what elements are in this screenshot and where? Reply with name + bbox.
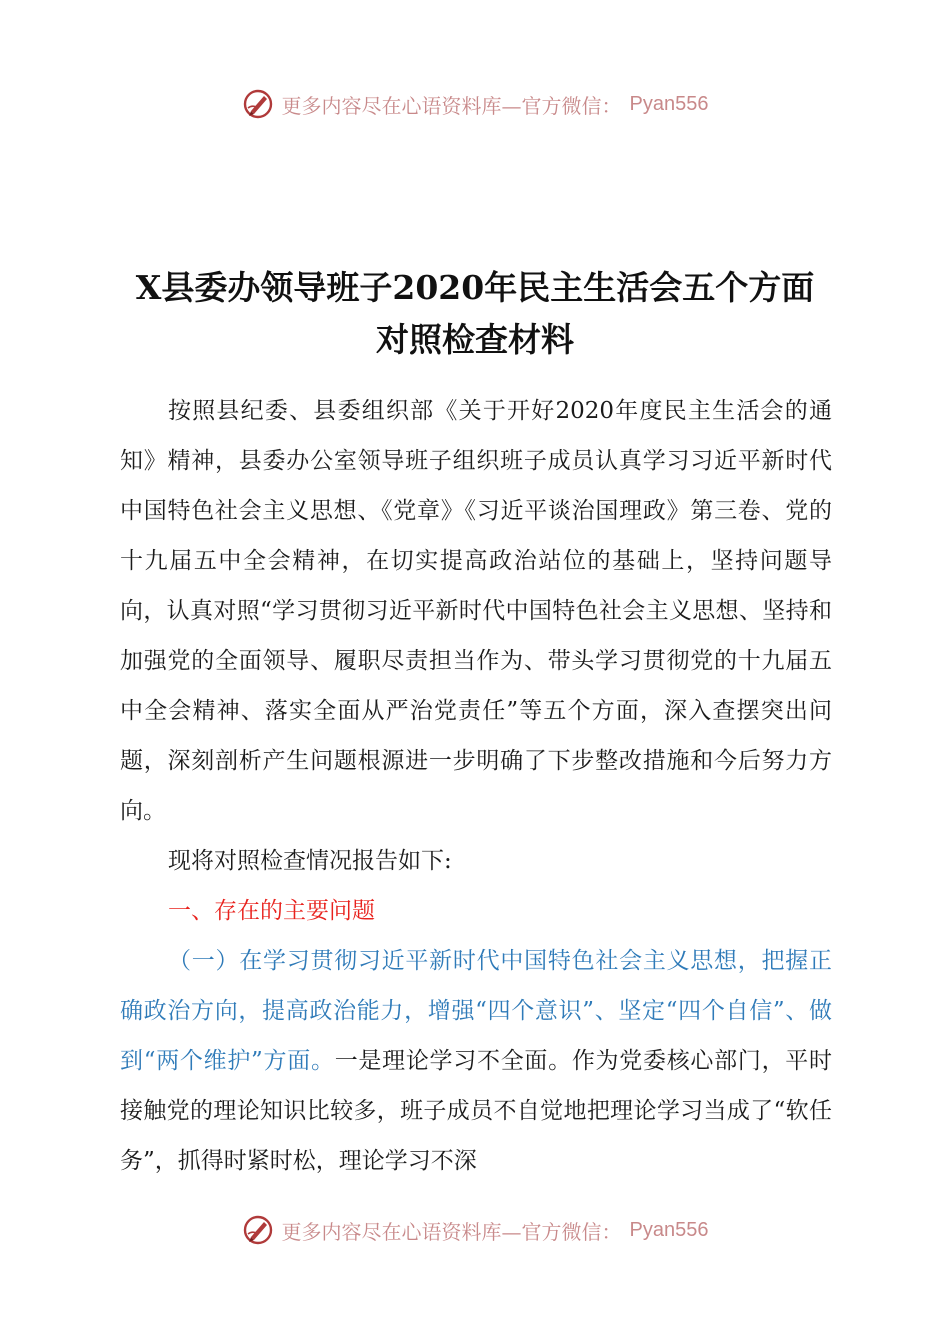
subsection-text-1: 一是理论学习不全面。作为党委核心部门，平时接触党的理论知识比较多，班子成员不自觉地把理论学习当成了“软任务”，抓得时紧时松，理论学习不深 <box>120 1048 833 1174</box>
watermark-text: 更多内容尽在心语资料库—官方微信： <box>281 93 622 118</box>
subsection-paragraph-1 <box>120 936 832 1186</box>
watermark-wechat-id: Pyan556 <box>629 92 709 115</box>
document-body <box>120 386 832 1186</box>
watermark-footer <box>0 1210 950 1250</box>
document-title <box>100 262 850 366</box>
watermark-text: 更多内容尽在心语资料库—官方微信： <box>281 1219 622 1244</box>
pen-logo-icon <box>242 88 274 120</box>
watermark-wechat-id: Pyan556 <box>629 1218 709 1241</box>
title-line-2: 对照检查材料 <box>376 320 574 359</box>
report-intro: 现将对照检查情况报告如下: <box>168 848 452 874</box>
intro-paragraph: 按照县纪委、县委组织部《关于开好2020年度民主生活会的通知》精神，县委办公室领导班子组织班子成员认真学习习近平新时代中国特色社会主义思想、《党章》《习近平谈治国理政》第三卷、党的十九届五中全会精神，在切实提高政治站位的基础上，坚持问题导向，认真对照“学习贯彻习近平新时代中国特色社会主义思想、坚持和加强党的全面领导、履职尽责担当作为、带头学习贯彻党的十九届五中全会精神、落实全面从严治党责任”等五个方面，深入查摆突出问题，深刻剖析产生问题根源进一步明确了下步整改措施和今后努力方向。 <box>120 398 832 824</box>
subsection-heading-1: （一）在学习贯彻习近平新时代中国特色社会主义思想，把握正确政治方向，提高政治能力，增强“四个意识”、坚定“四个自信”、做到“两个维护”方面。 <box>120 948 832 1074</box>
watermark-header <box>0 84 950 124</box>
section-heading-1: 一、存在的主要问题 <box>168 898 375 924</box>
pen-logo-icon <box>242 1214 274 1246</box>
title-line-1: X县委办领导班子2020年民主生活会五个方面 <box>135 268 815 307</box>
